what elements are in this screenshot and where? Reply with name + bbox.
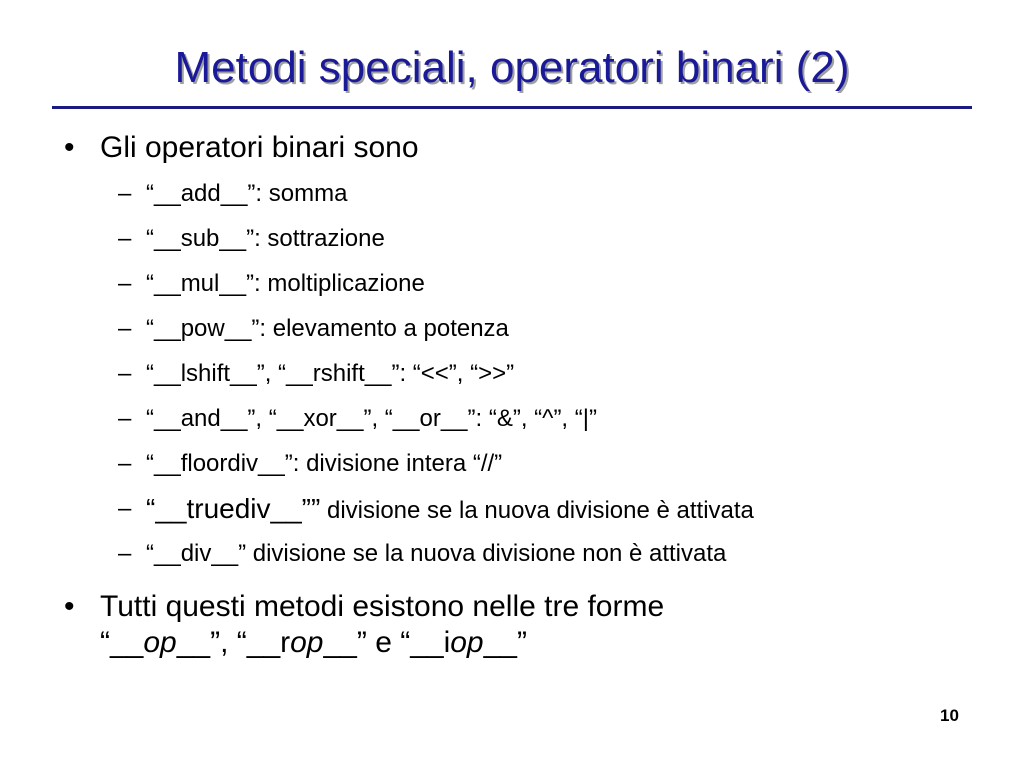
dash-marker: –: [118, 315, 132, 342]
sub-item-text: “__floordiv__”: divisione intera “//”: [146, 450, 503, 477]
sub-item-text: [146, 493, 754, 527]
form-text: “__: [100, 626, 144, 659]
dash-marker: –: [118, 540, 132, 567]
title-divider: [52, 106, 972, 109]
bullet-text-continuation: [100, 625, 527, 661]
page-number: 10: [940, 706, 959, 725]
sub-item-text: “__div__” divisione se la nuova divisione non è attivata: [146, 540, 727, 567]
form-text: __”, “__r: [176, 626, 291, 659]
bullet-marker: •: [64, 131, 75, 164]
truediv-code: “__truediv__””: [146, 493, 321, 524]
dash-marker: –: [118, 450, 132, 477]
dash-marker: –: [118, 180, 132, 207]
sub-item-text: “__and__”, “__xor__”, “__or__”: “&”, “^”, “|”: [146, 405, 597, 432]
sub-item-text: “__mul__”: moltiplicazione: [146, 270, 425, 297]
truediv-description: divisione se la nuova divisione è attivata: [320, 497, 754, 524]
sub-item-text: “__pow__”: elevamento a potenza: [146, 315, 509, 342]
bullet-text: Gli operatori binari sono: [100, 131, 419, 164]
form-op: op: [290, 626, 324, 659]
dash-marker: –: [118, 495, 132, 522]
slide-title: Metodi speciali, operatori binari (2): [174, 43, 850, 92]
sub-item-text: “__add__”: somma: [146, 180, 348, 207]
bullet-text: Tutti questi metodi esistono nelle tre forme: [100, 590, 665, 623]
sub-item-text: “__lshift__”, “__rshift__”: “<<”, “>>”: [146, 360, 515, 387]
dash-marker: –: [118, 405, 132, 432]
dash-marker: –: [118, 270, 132, 297]
form-text: __”: [483, 626, 527, 659]
dash-marker: –: [118, 225, 132, 252]
form-op: op: [143, 626, 177, 659]
form-text: __” e “__i: [323, 626, 451, 659]
bullet-marker: •: [64, 590, 75, 623]
dash-marker: –: [118, 360, 132, 387]
sub-item-text: “__sub__”: sottrazione: [146, 225, 385, 252]
form-op: op: [450, 626, 484, 659]
